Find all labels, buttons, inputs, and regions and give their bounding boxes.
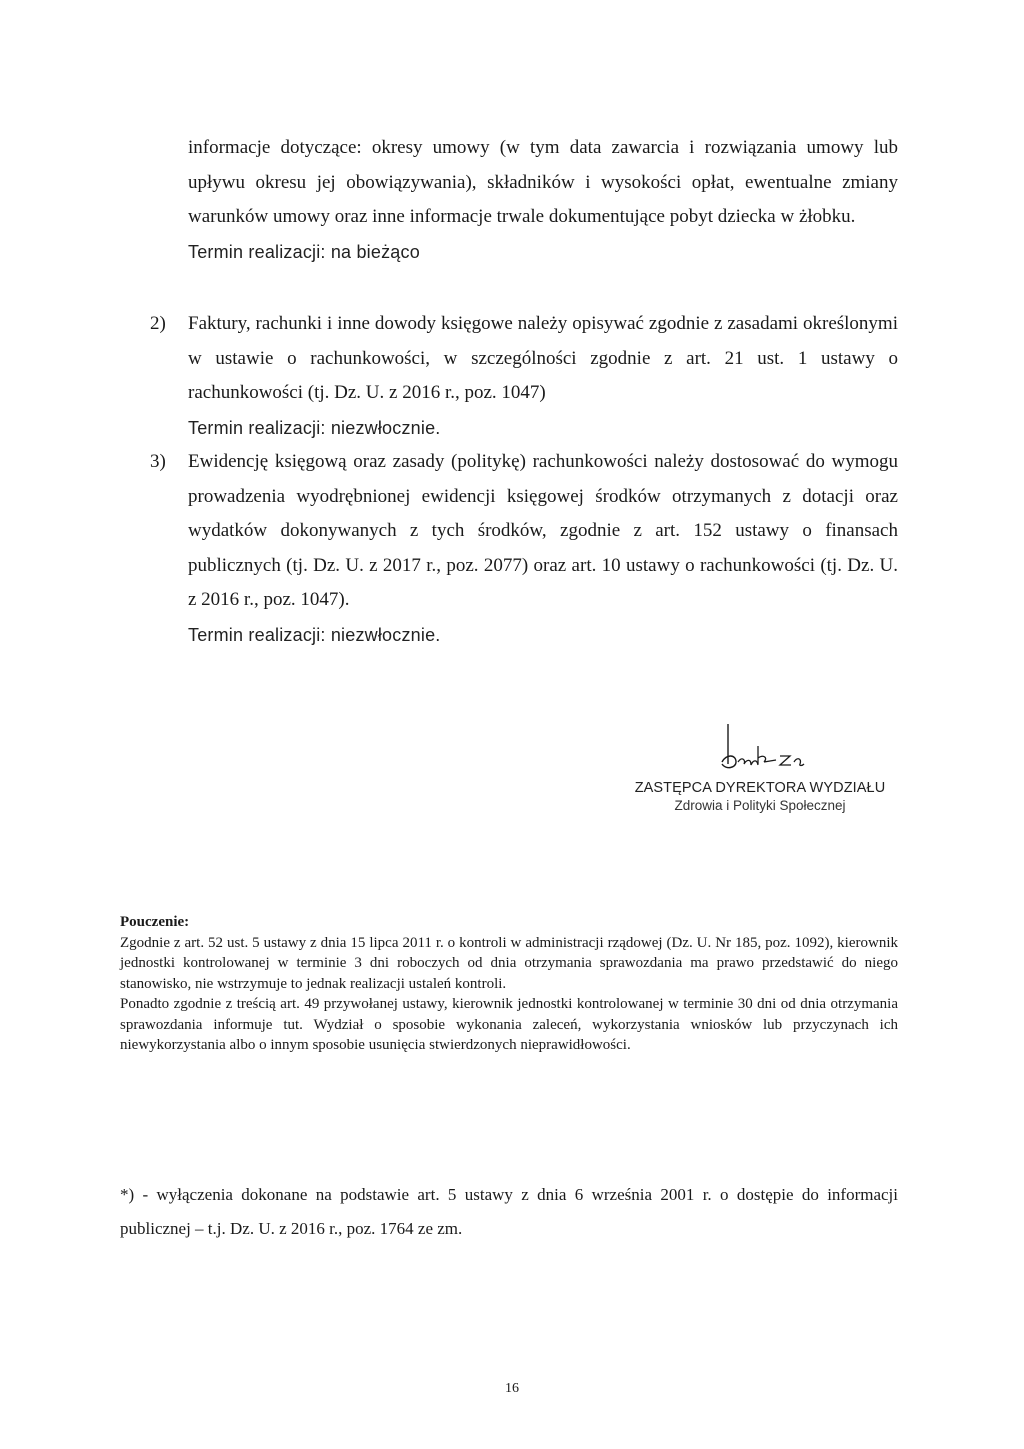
signature-block [620, 718, 900, 813]
item-deadline: Termin realizacji: niezwłocznie. [188, 624, 441, 645]
list-item-2 [150, 307, 898, 445]
footnote [120, 1178, 898, 1246]
handwritten-signature [620, 718, 900, 780]
signatory-unit: Zdrowia i Polityki Społecznej [674, 798, 846, 813]
signature-scribble [692, 718, 812, 780]
instruction-heading: Pouczenie: [120, 914, 190, 930]
intro-deadline: Termin realizacji: na bieżąco [188, 241, 420, 262]
item-deadline: Termin realizacji: niezwłocznie. [188, 417, 441, 438]
instruction-paragraph-1: Zgodnie z art. 52 ust. 5 ustawy z dnia 15 lipca 2011 r. o kontroli w administracji rządowej (Dz. U. Nr 185, poz. 1092), kierownik jednostki kontrolowanej w terminie 3 dni roboczych od dnia otrzymania sprawozdania ma prawo przedstawić do niego stanowisko, nie wstrzymuje to jednak realizacji ustaleń kontroli. [120, 934, 898, 992]
item-number: 2) [150, 313, 166, 334]
intro-text: informacje dotyczące: okresy umowy (w tym data zawarcia i rozwiązania umowy lub upływu okresu jej obowiązywania), składników i wysokości opłat, ewentualne zmiany warunków umowy oraz inne informacje trwale dokumentujące pobyt dziecka w żłobku. [188, 137, 898, 227]
instruction-paragraph-2: Ponadto zgodnie z treścią art. 49 przywołanej ustawy, kierownik jednostki kontrolowanej w terminie 30 dni od dnia otrzymania sprawozdania informuje tut. Wydział o sposobie wykonania zaleceń, wykorzystania wniosków lub przyczynach ich niewykorzystania albo o innym sposobie usunięcia stwierdzonych nieprawidłowości. [120, 996, 898, 1053]
signatory-title: ZASTĘPCA DYREKTORA WYDZIAŁU [634, 780, 886, 796]
item-text: Ewidencję księgową oraz zasady (politykę) rachunkowości należy dostosować do wymogu prowadzenia wyodrębnionej ewidencji księgowej środków otrzymanych z dotacji oraz wydatków dokonywanych z tych środków, zgodnie z art. 152 ustawy o finansach publicznych (tj. Dz. U. z 2017 r., poz. 2077) oraz art. 10 ustawy o rachunkowości (tj. Dz. U. z 2016 r., poz. 1047). [188, 451, 898, 610]
instruction-section [120, 912, 898, 1056]
item-number: 3) [150, 451, 166, 472]
list-item-3 [150, 445, 898, 652]
footnote-text: *) - wyłączenia dokonane na podstawie art. 5 ustawy z dnia 6 września 2001 r. o dostępie do informacji publicznej – t.j. Dz. U. z 2016 r., poz. 1764 ze zm. [120, 1185, 898, 1238]
item-text: Faktury, rachunki i inne dowody księgowe należy opisywać zgodnie z zasadami określonymi w ustawie o rachunkowości, w szczególności zgodnie z art. 21 ust. 1 ustawy o rachunkowości (tj. Dz. U. z 2016 r., poz. 1047) [188, 313, 898, 403]
intro-paragraph [188, 131, 898, 269]
page-number: 16 [505, 1381, 519, 1396]
